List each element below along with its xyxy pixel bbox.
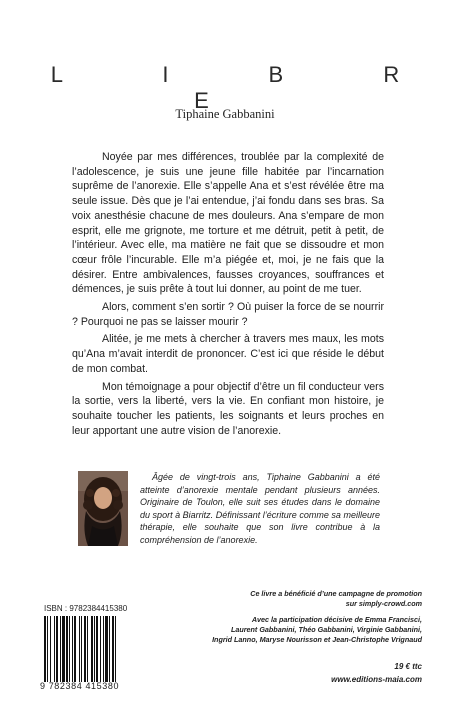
barcode-bar (109, 616, 110, 682)
publisher-website: www.editions-maia.com (331, 675, 422, 684)
book-title: L I B R E (50, 62, 447, 113)
promotion-line: sur simply-crowd.com (345, 599, 422, 609)
blurb-paragraph: Noyée par mes différences, troublée par la complexité de l’adolescence, je suis une jeune fille habitée par l’incarnation suprême de l’anorexie. Elle s’appelle Ana et s’est révélée être ma seule issue. Dès que je l’ai entendue, j’ai fondu dans ses bras. Sa voix anesthésie chacune de mes douleurs. Ana s’empare de mon esprit, elle me grignote, me torture et me détruit, petit à petit, de l’intérieur. Avec elle, ma matière ne fait que se dissoudre et mon cœur frôle l’incurable. Elle m’a piégée et, moi, je ne fais que la désirer. Entre ambivalences, fausses croyances, souffrances et démences, je suis prête à tout lui donner, au point de me tuer. (72, 151, 384, 296)
promotion-line: Ce livre a bénéficié d’une campagne de promotion (250, 589, 422, 598)
barcode-bar (72, 616, 73, 682)
barcode-bar (81, 616, 82, 682)
barcode (44, 616, 136, 682)
barcode-bar (100, 616, 101, 682)
barcode-bar (62, 616, 65, 682)
blurb-paragraph: Alitée, je me mets à chercher à travers mes maux, les mots qu’Ana m’avait interdit de prononcer. C’est ici que réside le début de mon combat. (72, 333, 384, 375)
barcode-bar (105, 616, 108, 682)
promotion-note (210, 589, 422, 610)
author-portrait-image (78, 471, 128, 546)
barcode-bar (50, 616, 51, 682)
author-bio-text: Âgée de vingt-trois ans, Tiphaine Gabbanini a été atteinte d’anorexie mentale pendant plusieurs années. Originaire de Toulon, elle suit ses études dans le domaine du sport à Biarritz. Définissant l’écriture comme sa meilleure thérapie, elle souhaite que son livre contribue à la compréhension de l’anorexie. (140, 472, 380, 545)
barcode-bar (60, 616, 61, 682)
barcode-bar (115, 616, 116, 682)
barcode-bar (91, 616, 93, 682)
credits-block (200, 615, 422, 646)
barcode-bar (56, 616, 58, 682)
blurb-paragraph: Alors, comment s’en sortir ? Où puiser la force de se nourrir ? Pourquoi ne pas se laisser mourir ? (72, 301, 384, 328)
barcode-bar (103, 616, 104, 682)
barcode-bar (47, 616, 48, 682)
author-name: Tiphaine Gabbanini (175, 107, 275, 121)
barcode-bar (94, 616, 95, 682)
author-photo (78, 471, 128, 546)
barcode-bar (84, 616, 86, 682)
credits-line: Ingrid Lanno, Maryse Nourisson et Jean-Christophe Vrignaud (212, 635, 422, 645)
barcode-bar (44, 616, 46, 682)
barcode-bar (112, 616, 114, 682)
barcode-bar (54, 616, 55, 682)
barcode-bar (69, 616, 70, 682)
barcode-bar (96, 616, 98, 682)
barcode-number: 9 782384 415380 (40, 681, 120, 691)
barcode-bar (66, 616, 68, 682)
barcode-bar (87, 616, 88, 682)
author-bio (140, 471, 380, 547)
barcode-bar (74, 616, 76, 682)
back-cover-blurb (72, 150, 384, 441)
isbn-label: ISBN : 9782384415380 (44, 604, 128, 613)
price: 19 € ttc (394, 662, 422, 671)
blurb-paragraph: Mon témoignage a pour objectif d’être un fil conducteur vers la sortie, vers la liberté, vers la vie. En confiant mon histoire, je souhaite toucher les patients, les soignants et leurs proches en leur apportant une autre vision de l’anorexie. (72, 380, 384, 437)
credits-line: Avec la participation décisive de Emma Francisci, (251, 615, 422, 624)
barcode-bar (79, 616, 80, 682)
credits-line: Laurent Gabbanini, Théo Gabbanini, Virginie Gabbanini, (230, 625, 422, 635)
